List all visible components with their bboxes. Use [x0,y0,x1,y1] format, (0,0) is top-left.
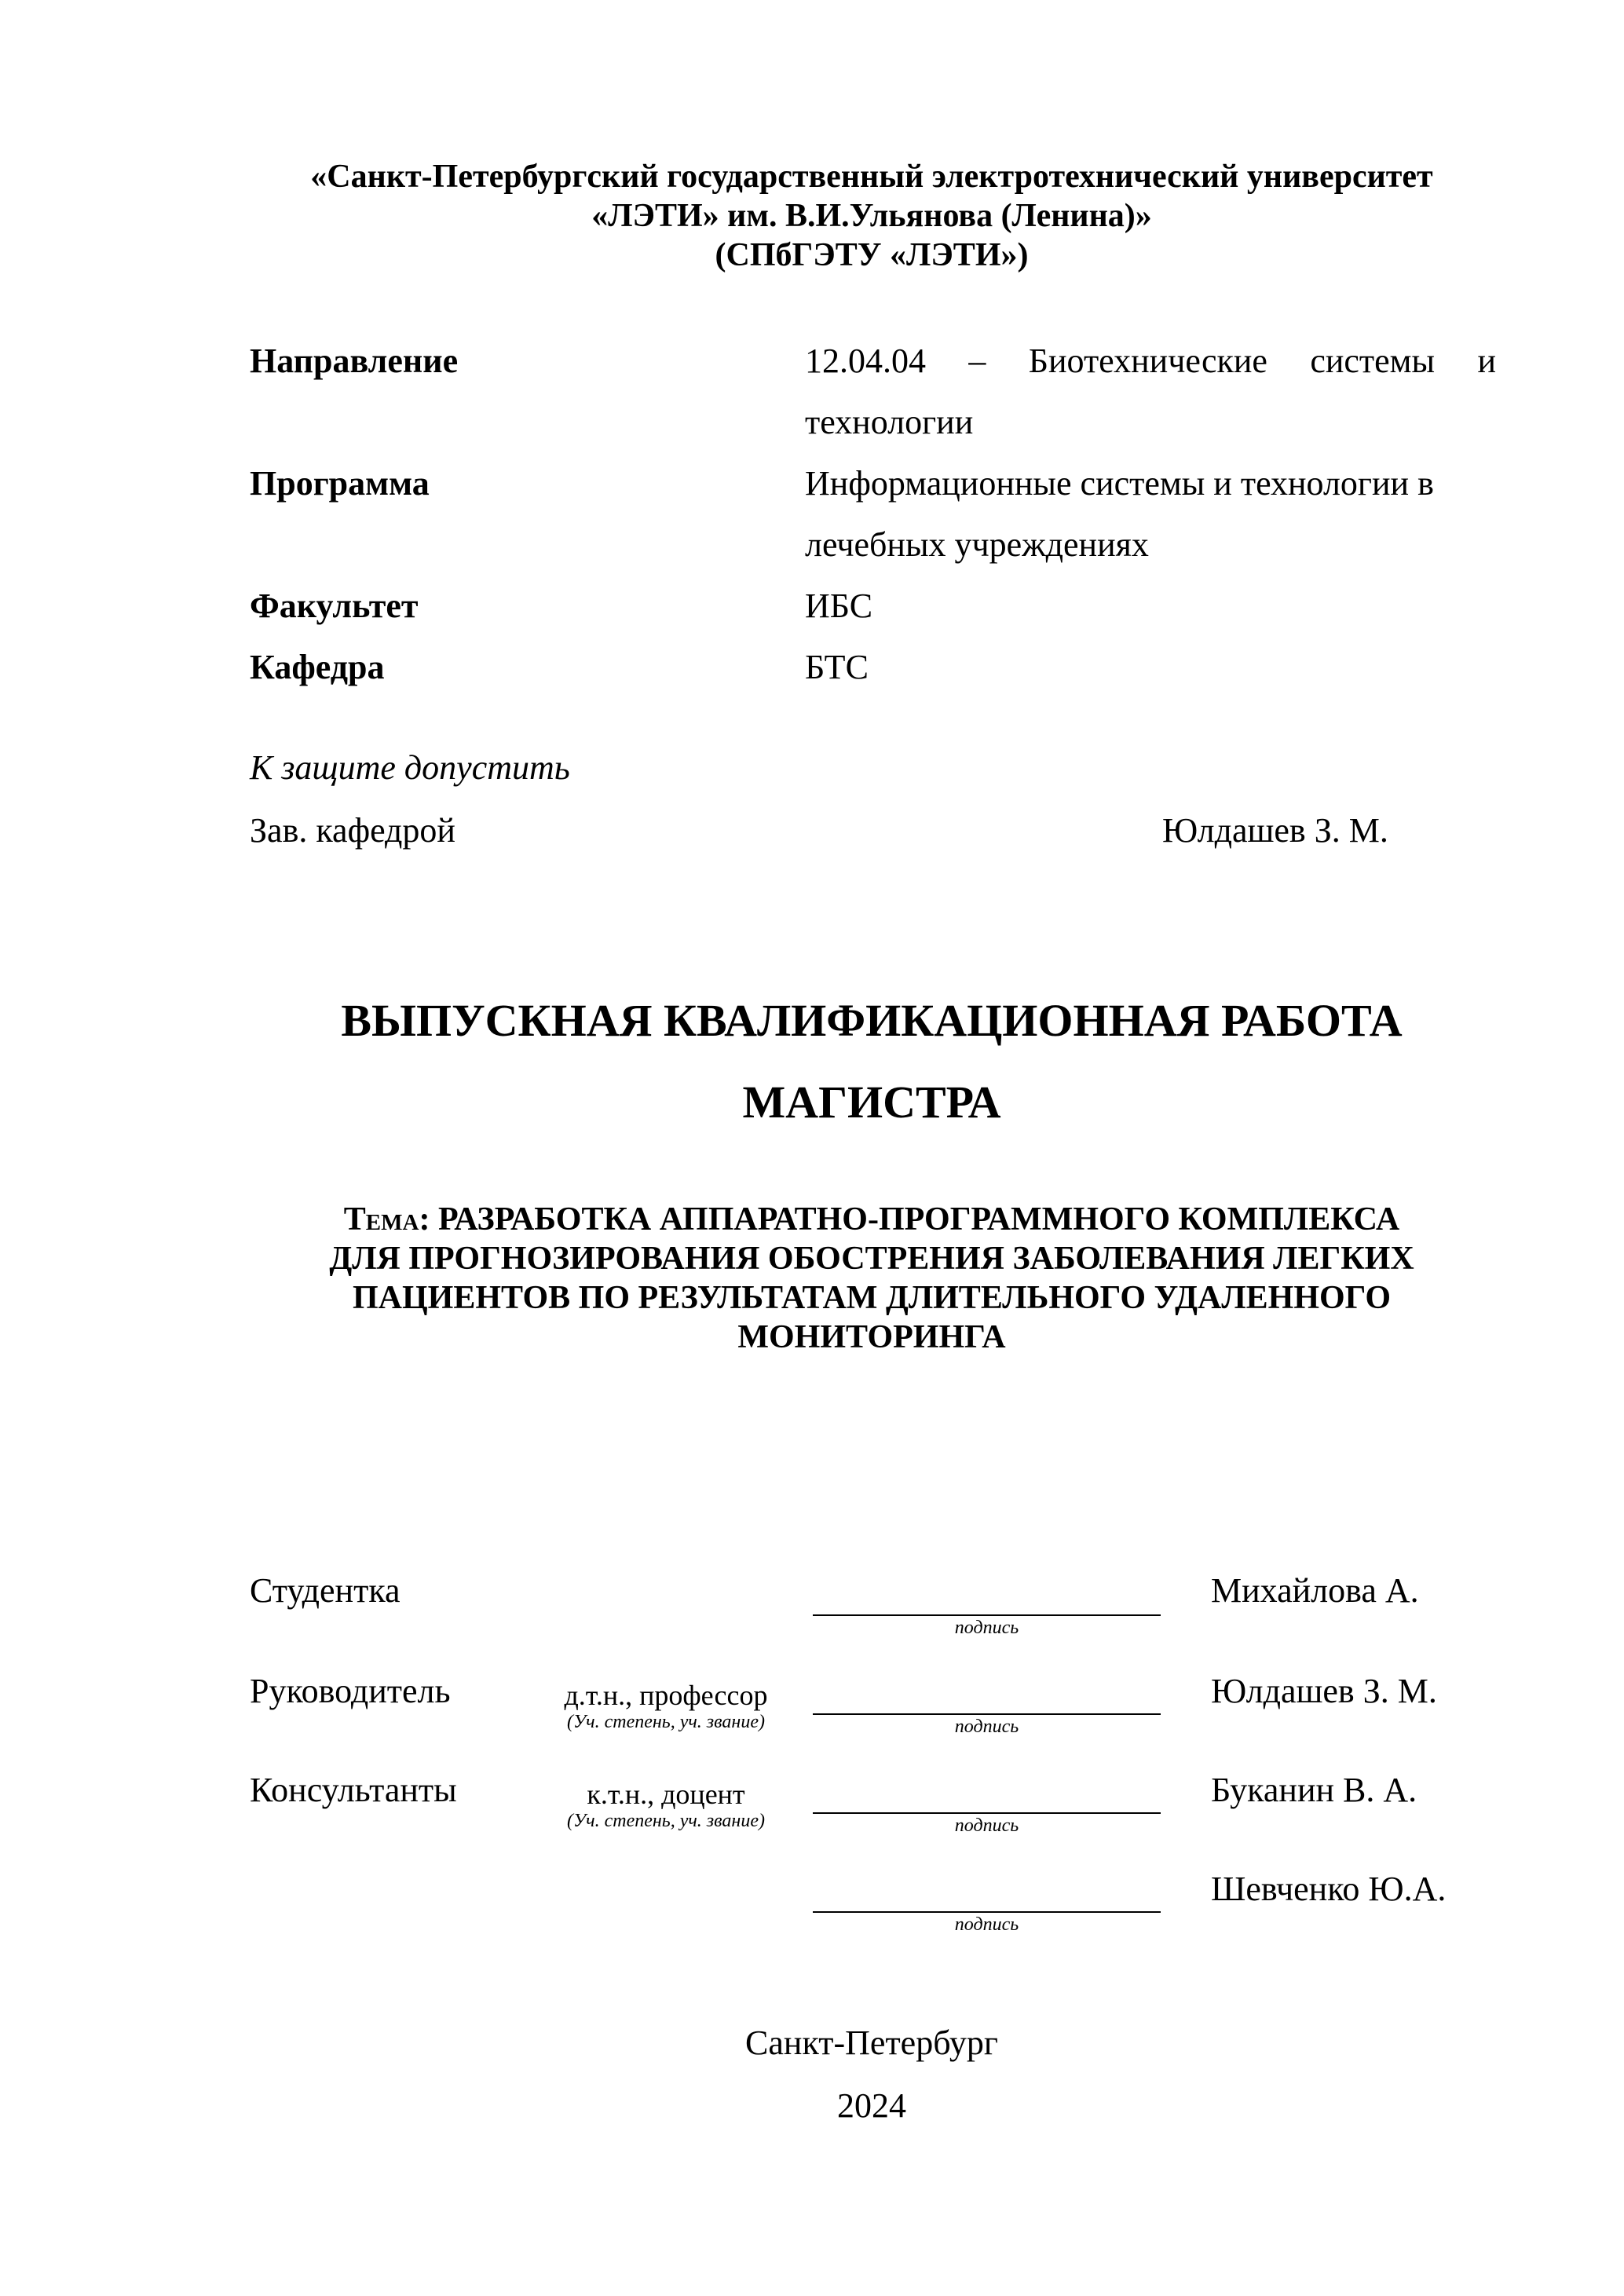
city: Санкт-Петербург [745,2024,998,2062]
admission-note: К защите допустить [250,748,570,787]
consultant-degree: к.т.н., доцент [587,1779,745,1810]
student-signature-caption: подпись [954,1618,1019,1638]
program-value: Информационные системы и технологии в [805,464,1434,503]
supervisor-degree-caption: (Уч. степень, уч. звание) [567,1712,765,1732]
university-name-cont: «ЛЭТИ» им. В.И.Ульянова (Ленина)» [591,198,1152,234]
direction-value: 12.04.04 – Биотехнические системы и [805,342,1496,380]
thesis-topic [196,1200,1547,1357]
department-label: Кафедра [250,648,385,686]
program-label: Программа [250,464,430,503]
university-abbrev: (СПбГЭТУ «ЛЭТИ») [715,237,1029,273]
consultant-1-name: Буканин В. А. [1211,1771,1417,1809]
topic-prefix: Тема [343,1201,419,1238]
supervisor-signature-caption: подпись [954,1717,1019,1737]
supervisor-name: Юлдашев З. М. [1211,1672,1437,1710]
consultants-role: Консультанты [250,1771,457,1809]
thesis-title: ВЫПУСКНАЯ КВАЛИФИКАЦИОННАЯ РАБОТА [341,995,1403,1046]
consultant-2-name: Шевченко Ю.А. [1211,1870,1447,1908]
university-header [196,157,1547,275]
student-name: Михайлова А. [1211,1571,1419,1610]
student-signature-line [813,1614,1161,1616]
topic-line-1: : РАЗРАБОТКА АППАРАТНО-ПРОГРАММНОГО КОМПЛЕКСА [419,1201,1400,1238]
topic-line-2: ДЛЯ ПРОГНОЗИРОВАНИЯ ОБОСТРЕНИЯ ЗАБОЛЕВАНИЯ ЛЕГКИХ [329,1241,1414,1277]
university-name: «Санкт-Петербургский государственный электротехнический университет [310,159,1433,195]
head-of-department-label: Зав. кафедрой [250,811,455,850]
head-of-department-name: Юлдашев З. М. [1162,811,1388,850]
faculty-value: ИБС [805,587,873,625]
faculty-label: Факультет [250,587,419,625]
thesis-title-degree: МАГИСТРА [742,1077,1001,1128]
supervisor-role: Руководитель [250,1672,451,1710]
direction-value-cont: технологии [805,403,974,441]
supervisor-signature-line [813,1713,1161,1715]
department-value: БТС [805,648,869,686]
student-role: Студентка [250,1571,401,1610]
year: 2024 [837,2086,906,2125]
supervisor-degree: д.т.н., профессор [564,1680,768,1711]
consultant-1-signature-line [813,1812,1161,1814]
topic-line-3: ПАЦИЕНТОВ ПО РЕЗУЛЬТАТАМ ДЛИТЕЛЬНОГО УДАЛЕННОГО [353,1280,1391,1316]
program-value-cont: лечебных учреждениях [805,525,1149,564]
consultant-1-signature-caption: подпись [954,1815,1019,1836]
topic-line-4: МОНИТОРИНГА [737,1319,1006,1355]
consultant-2-signature-line [813,1911,1161,1913]
consultant-2-signature-caption: подпись [954,1914,1019,1935]
direction-label: Направление [250,342,459,380]
consultant-degree-caption: (Уч. степень, уч. звание) [567,1811,765,1831]
